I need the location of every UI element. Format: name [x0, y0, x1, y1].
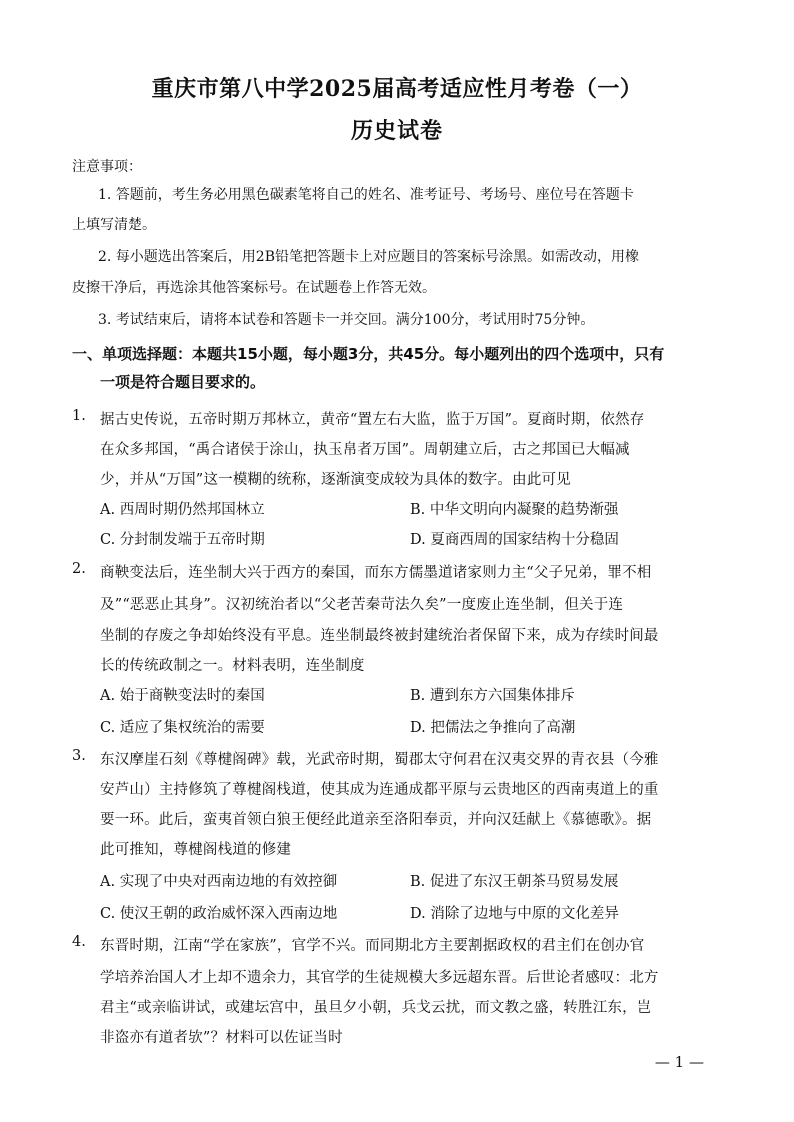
question-number: 3. [72, 748, 86, 764]
note-line: 1. 答题前，考生务必用黑色碳素笔将自己的姓名、准考证号、考场号、座位号在答题卡 [98, 187, 634, 203]
option-b: B. 遭到东方六国集体排斥 [410, 688, 575, 704]
note-line: 2. 每小题选出答案后，用2B铅笔把答题卡上对应题目的答案标号涂黑。如需改动，用橡 [98, 249, 640, 265]
question-text-line: 此可推知，尊楗阁栈道的修建 [100, 842, 292, 858]
note-line: 皮擦干净后，再选涂其他答案标号。在试题卷上作答无效。 [72, 280, 436, 296]
question-text-line: 东汉摩崖石刻《尊楗阁碑》载，光武帝时期，蜀郡太守何君在汉夷交界的青衣县（今雅 [100, 752, 659, 768]
section-heading [72, 340, 732, 396]
exam-title: 重庆市第八中学2025届高考适应性月考卷（一） [151, 76, 643, 102]
option-c: C. 适应了集权统治的需要 [100, 720, 265, 736]
question-text-line: 及”“恶恶止其身”。汉初统治者以“父老苦秦苛法久矣”一度废止连坐制，但关于连 [100, 597, 624, 613]
option-d: D. 夏商西周的国家结构十分稳固 [410, 532, 619, 548]
question-text-line: 东晋时期，江南“学在家族”，官学不兴。而同期北方主要割据政权的君主们在创办官 [100, 938, 645, 954]
question-text-line: 在众多邦国，“禹合诸侯于涂山，执玉帛者万国”。周朝建立后，古之邦国已大幅减 [100, 442, 630, 458]
question-text-line: 长的传统政制之一。材料表明，连坐制度 [100, 658, 365, 674]
note-line: 3. 考试结束后，请将本试卷和答题卡一并交回。满分100分，考试用时75分钟。 [98, 312, 595, 328]
question-text-line: 据古史传说，五帝时期万邦林立，黄帝“置左右大监，监于万国”。夏商时期，依然存 [100, 412, 645, 428]
question-text-line: 安芦山）主持修筑了尊楗阁栈道，使其成为连通成都平原与云贵地区的西南夷道上的重 [100, 782, 659, 798]
exam-subtitle: 历史试卷 [350, 118, 443, 144]
section-heading-line: 一项是符合题目要求的。 [100, 373, 266, 391]
question-text-line: 非盗亦有道者欤”？材料可以佐证当时 [100, 1030, 343, 1046]
question-text-line: 少，并从“万国”这一模糊的统称，逐渐演变成较为具体的数字。由此可见 [100, 472, 571, 488]
section-heading-line: 一、单项选择题：本题共15小题，每小题3分，共45分。每小题列出的四个选项中，只有 [72, 345, 665, 363]
option-b: B. 促进了东汉王朝茶马贸易发展 [410, 874, 619, 890]
option-a: A. 始于商鞅变法时的秦国 [100, 688, 265, 704]
question-text-line: 要一环。此后，蛮夷首领白狼王便经此道亲至洛阳奉贡，并向汉廷献上《慕德歌》。据 [100, 812, 652, 828]
option-c: C. 使汉王朝的政治威怀深入西南边地 [100, 906, 338, 922]
option-d: D. 消除了边地与中原的文化差异 [410, 906, 619, 922]
question-number: 1. [72, 408, 86, 424]
question-text-line: 商鞅变法后，连坐制大兴于西方的秦国，而东方儒墨道诸家则力主“父子兄弟，罪不相 [100, 565, 652, 581]
notes-heading: 注意事项： [72, 159, 142, 175]
question-number: 4. [72, 934, 86, 950]
page-number: — 1 — [654, 1053, 704, 1071]
question-number: 2. [72, 561, 86, 577]
option-c: C. 分封制发端于五帝时期 [100, 532, 265, 548]
option-a: A. 西周时期仍然邦国林立 [100, 502, 265, 518]
question-text-line: 学培养治国人才上却不遗余力，其官学的生徒规模大多远超东晋。后世论者感叹：北方 [100, 970, 659, 986]
question-text-line: 坐制的存废之争却始终没有平息。连坐制最终被封建统治者保留下来，成为存续时间最 [100, 628, 659, 644]
question-text-line: 君主“或亲临讲试，或建坛宫中，虽旦夕小朝，兵戈云扰，而文教之盛，转胜江东，岂 [100, 1000, 652, 1016]
note-line: 上填写清楚。 [72, 217, 156, 233]
option-d: D. 把儒法之争推向了高潮 [410, 720, 576, 736]
option-a: A. 实现了中央对西南边地的有效控御 [100, 874, 338, 890]
option-b: B. 中华文明向内凝聚的趋势渐强 [410, 502, 619, 518]
